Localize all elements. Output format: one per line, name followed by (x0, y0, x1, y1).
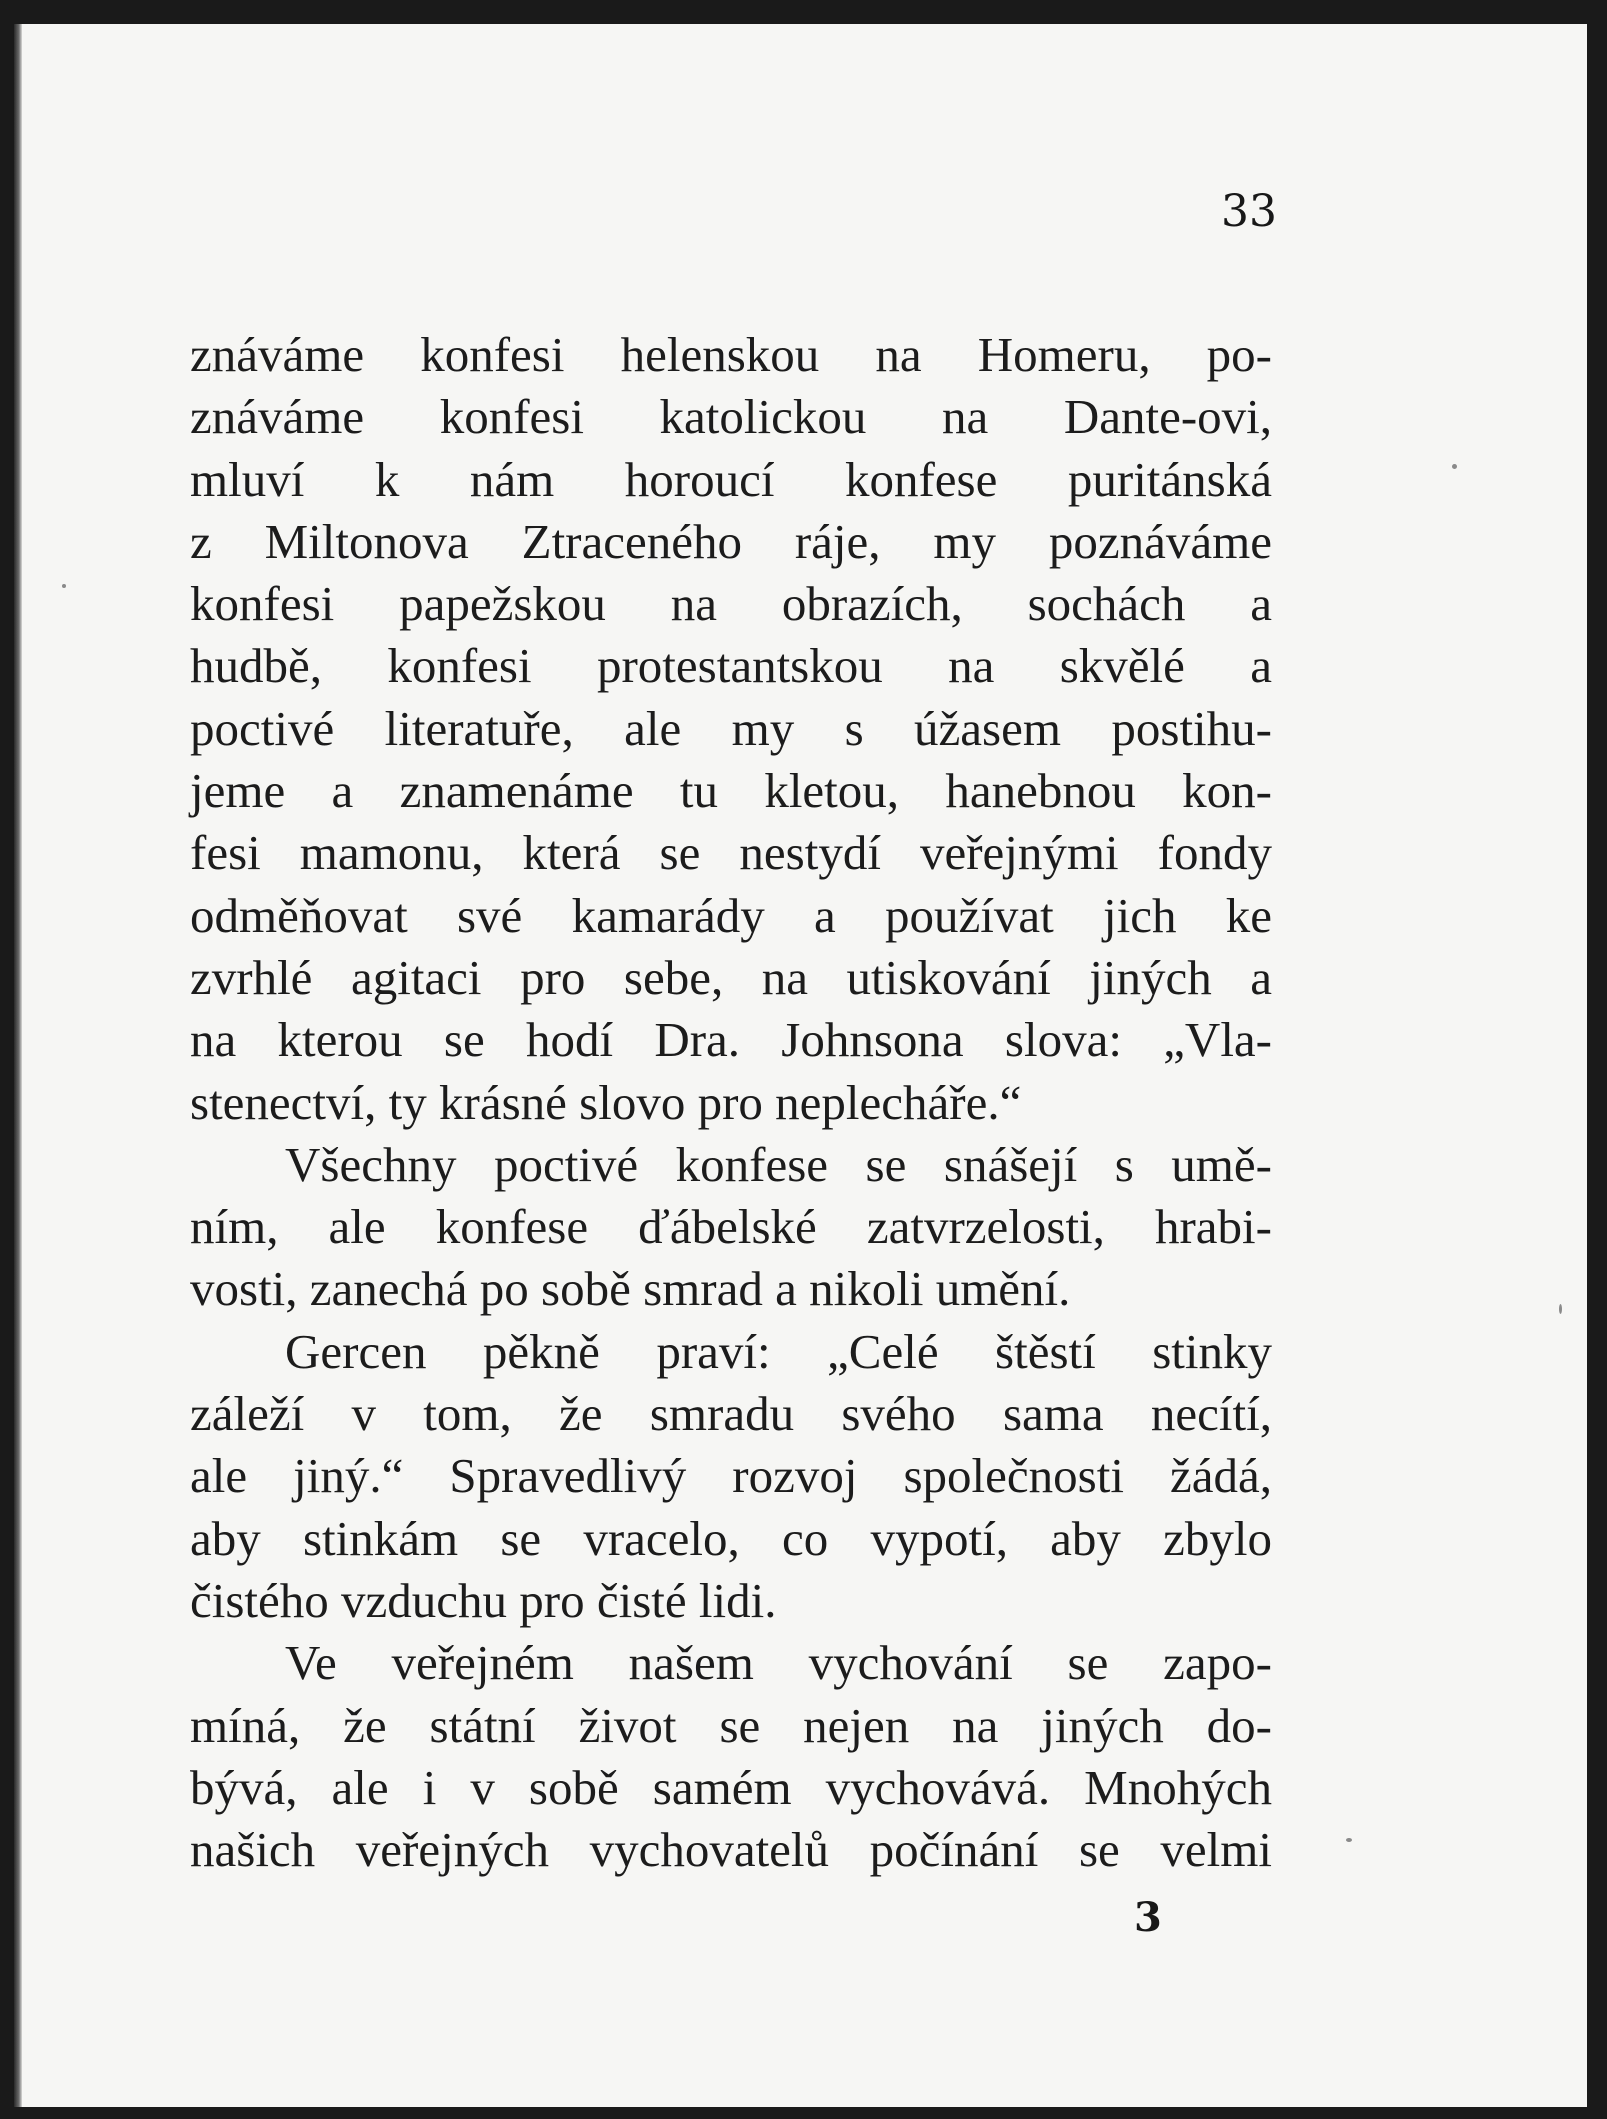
text-line: záleží v tom, že smradu svého sama necítí, (190, 1386, 1272, 1442)
text-line: konfesi papežskou na obrazích, sochách a (190, 576, 1272, 632)
paper-speck (1452, 464, 1457, 469)
text-line: bývá, ale i v sobě samém vychovává. Mnohých (190, 1759, 1272, 1815)
text-line: vosti, zanechá po sobě smrad a nikoli umění. (190, 1261, 1071, 1317)
binding-edge (14, 24, 22, 2107)
text-line: fesi mamonu, která se nestydí veřejnými fondy (190, 825, 1272, 881)
text-line: ním, ale konfese ďábelské zatvrzelosti, hrabi- (190, 1199, 1272, 1255)
text-line: znáváme konfesi katolickou na Dante-ovi, (190, 389, 1272, 445)
text-line: Ve veřejném našem vychování se zapo- (285, 1635, 1272, 1691)
text-line: odměňovat své kamarády a používat jich ke (190, 887, 1272, 943)
text-line: hudbě, konfesi protestantskou na skvělé a (190, 638, 1272, 694)
text-line: našich veřejných vychovatelů počínání se velmi (190, 1822, 1272, 1878)
paragraph-2 (190, 1134, 1272, 1321)
paragraph-3 (190, 1321, 1272, 1632)
text-line: poctivé literatuře, ale my s úžasem postihu- (190, 700, 1272, 756)
text-line: stenectví, ty krásné slovo pro neplecháře.“ (190, 1074, 1022, 1130)
text-line: z Miltonova Ztraceného ráje, my poznáváme (190, 513, 1272, 569)
text-line: na kterou se hodí Dra. Johnsona slova: „Vla- (190, 1012, 1272, 1068)
text-line: aby stinkám se vracelo, co vypotí, aby zbylo (190, 1510, 1272, 1566)
text-line: zvrhlé agitaci pro sebe, na utiskování jiných a (190, 949, 1272, 1005)
paper-speck (1559, 1304, 1562, 1314)
text-line: jeme a znamenáme tu kletou, hanebnou kon- (190, 763, 1272, 819)
text-line: Všechny poctivé konfese se snášejí s umě- (285, 1136, 1272, 1192)
text-line: znáváme konfesi helenskou na Homeru, po- (190, 327, 1272, 382)
page-number: 33 (1221, 186, 1277, 237)
signature-mark: 3 (1134, 1894, 1162, 1941)
paragraph-1 (190, 324, 1272, 1134)
text-line: míná, že státní život se nejen na jiných do- (190, 1697, 1272, 1753)
book-page (14, 24, 1587, 2107)
paragraph-4 (190, 1632, 1272, 1881)
paper-speck (1346, 1838, 1352, 1842)
text-line: ale jiný.“ Spravedlivý rozvoj společnosti žádá, (190, 1448, 1272, 1504)
text-line: mluví k nám horoucí konfese puritánská (190, 451, 1272, 507)
text-line: Gercen pěkně praví: „Celé štěstí stinky (285, 1323, 1272, 1379)
paper-speck (62, 584, 66, 588)
body-text (190, 324, 1272, 1881)
text-line: čistého vzduchu pro čisté lidi. (190, 1572, 777, 1628)
